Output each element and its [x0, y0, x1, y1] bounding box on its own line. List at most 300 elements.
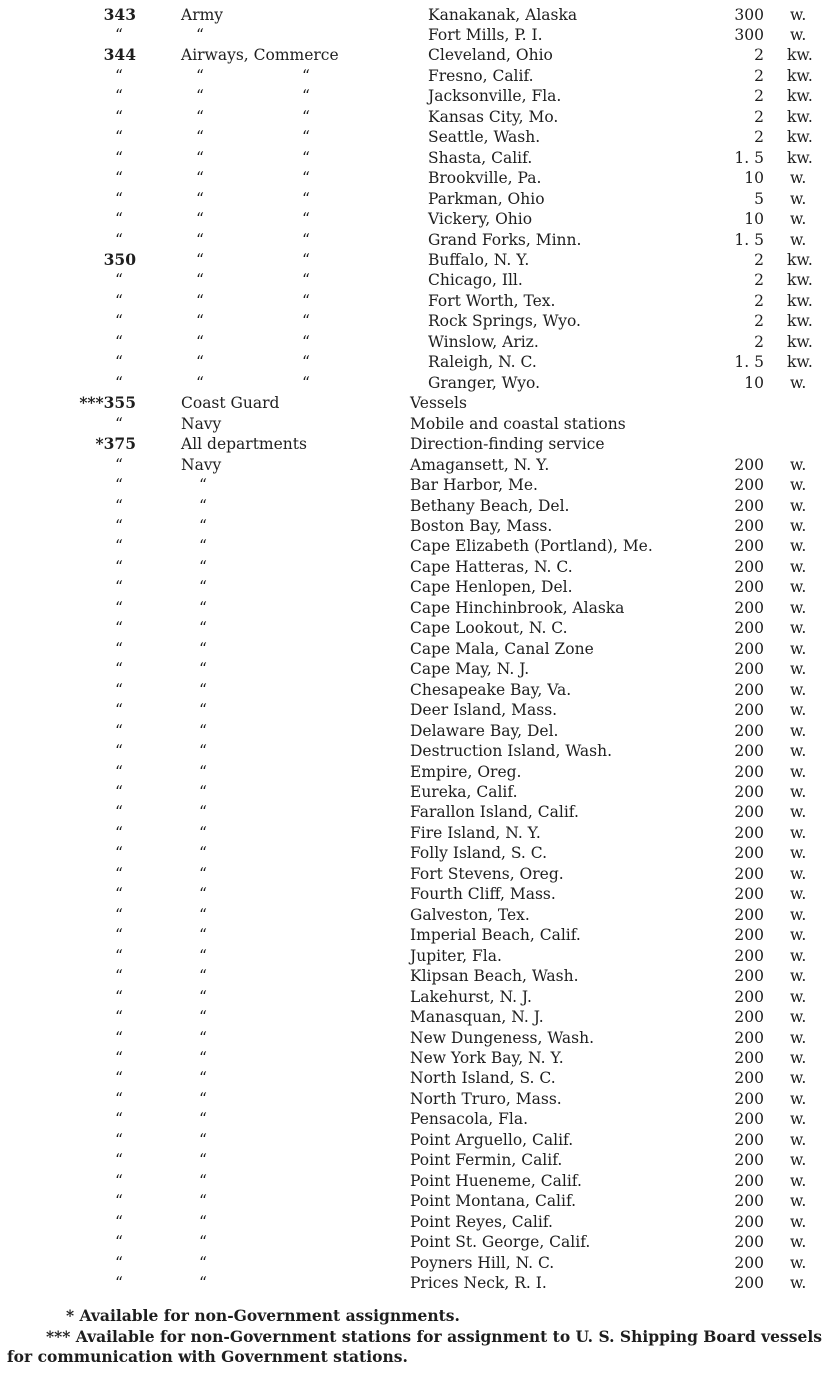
frequency-cell: “: [115, 107, 123, 126]
department-cell: “: [199, 967, 207, 986]
department-cell: “: [199, 1253, 207, 1272]
power-cell: 200: [734, 803, 764, 822]
frequency-cell: ***355: [79, 393, 136, 413]
power-unit-cell: w.: [790, 782, 807, 801]
department-cell: “: [199, 701, 207, 720]
table-row: [0, 618, 836, 639]
power-cell: 200: [734, 1008, 764, 1027]
location-cell: North Island, S. C.: [410, 1069, 556, 1088]
frequency-cell: “: [115, 66, 123, 85]
power-cell: 2: [754, 291, 764, 310]
power-cell: 200: [734, 598, 764, 617]
power-unit-cell: w.: [790, 1171, 807, 1190]
frequency-cell: “: [115, 864, 123, 883]
power-unit-cell: kw.: [787, 107, 813, 126]
frequency-cell: “: [115, 946, 123, 965]
power-unit-cell: w.: [790, 823, 807, 842]
frequency-cell: “: [115, 189, 123, 208]
department-cell: “: [199, 557, 207, 576]
frequency-cell: “: [115, 926, 123, 945]
power-cell: 200: [734, 1253, 764, 1272]
department-cell: “: [199, 1089, 207, 1108]
department-ditto-cell: “: [302, 148, 310, 167]
power-unit-cell: w.: [790, 557, 807, 576]
department-ditto-cell: “: [302, 107, 310, 126]
department-cell: “: [196, 148, 204, 167]
department-cell: “: [196, 230, 204, 249]
location-cell: Cape Elizabeth (Portland), Me.: [410, 537, 653, 556]
power-unit-cell: w.: [790, 455, 807, 474]
department-cell: “: [199, 598, 207, 617]
power-unit-cell: w.: [790, 1008, 807, 1027]
power-unit-cell: w.: [790, 1212, 807, 1231]
power-unit-cell: w.: [790, 373, 807, 392]
table-row: [0, 291, 836, 312]
power-unit-cell: w.: [790, 230, 807, 249]
frequency-cell: “: [115, 1028, 123, 1047]
table-row: [0, 1212, 836, 1233]
frequency-cell: “: [115, 1069, 123, 1088]
power-cell: 200: [734, 619, 764, 638]
power-cell: 200: [734, 1171, 764, 1190]
location-cell: Mobile and coastal stations: [410, 414, 626, 433]
location-cell: Direction-finding service: [410, 435, 605, 454]
table-row: [0, 1089, 836, 1110]
department-cell: “: [196, 291, 204, 310]
location-cell: Chesapeake Bay, Va.: [410, 680, 572, 699]
power-cell: 300: [734, 5, 764, 24]
power-unit-cell: w.: [790, 169, 807, 188]
table-row: [0, 311, 836, 332]
power-cell: 2: [754, 66, 764, 85]
power-unit-cell: w.: [790, 905, 807, 924]
power-cell: 200: [734, 844, 764, 863]
location-cell: Raleigh, N. C.: [428, 353, 537, 372]
power-cell: 200: [734, 537, 764, 556]
department-cell: “: [199, 1171, 207, 1190]
frequency-cell: “: [115, 967, 123, 986]
department-cell: Navy: [181, 455, 222, 474]
power-cell: 1. 5: [734, 353, 764, 372]
table-row: [0, 884, 836, 905]
department-cell: “: [196, 25, 204, 44]
table-row: [0, 1130, 836, 1151]
frequency-cell: “: [115, 823, 123, 842]
department-cell: “: [196, 210, 204, 229]
department-cell: “: [199, 1212, 207, 1231]
table-row: [0, 598, 836, 619]
department-cell: “: [199, 926, 207, 945]
department-cell: Coast Guard: [181, 394, 280, 413]
frequency-cell: 350: [103, 250, 136, 270]
department-cell: “: [196, 66, 204, 85]
table-row: [0, 1273, 836, 1294]
table-row: [0, 1191, 836, 1212]
power-unit-cell: kw.: [787, 87, 813, 106]
power-cell: 2: [754, 107, 764, 126]
table-row: [0, 1048, 836, 1069]
location-cell: Brookville, Pa.: [428, 169, 542, 188]
location-cell: Boston Bay, Mass.: [410, 517, 553, 535]
location-cell: Point Hueneme, Calif.: [410, 1171, 582, 1190]
frequency-cell: “: [115, 414, 123, 433]
power-unit-cell: w.: [790, 946, 807, 965]
location-cell: Cape May, N. J.: [410, 660, 530, 679]
frequency-cell: *375: [95, 434, 136, 454]
department-ditto-cell: “: [302, 210, 310, 229]
location-cell: Kanakanak, Alaska: [428, 5, 578, 24]
department-ditto-cell: “: [302, 189, 310, 208]
power-cell: 200: [734, 762, 764, 781]
department-cell: “: [199, 844, 207, 863]
department-cell: “: [196, 332, 204, 351]
location-cell: Amagansett, N. Y.: [410, 455, 550, 474]
power-cell: 2: [754, 128, 764, 147]
frequency-cell: “: [115, 578, 123, 597]
location-cell: Fort Mills, P. I.: [428, 25, 543, 44]
department-cell: “: [196, 271, 204, 290]
table-row: [0, 250, 836, 271]
department-cell: “: [199, 537, 207, 556]
location-cell: Fourth Cliff, Mass.: [410, 885, 556, 904]
department-ditto-cell: “: [302, 312, 310, 331]
department-cell: “: [199, 987, 207, 1006]
department-cell: “: [199, 864, 207, 883]
table-row: [0, 352, 836, 373]
frequency-cell: 344: [103, 45, 136, 65]
power-unit-cell: kw.: [787, 251, 813, 270]
location-cell: Fort Stevens, Oreg.: [410, 864, 564, 883]
table-row: [0, 1109, 836, 1130]
department-cell: “: [199, 1130, 207, 1149]
power-cell: 2: [754, 271, 764, 290]
frequency-cell: 343: [103, 4, 136, 24]
power-unit-cell: w.: [790, 476, 807, 495]
department-cell: “: [199, 823, 207, 842]
location-cell: Pensacola, Fla.: [410, 1110, 529, 1129]
frequency-cell: “: [115, 1008, 123, 1027]
power-cell: 10: [744, 169, 764, 188]
power-unit-cell: w.: [790, 1048, 807, 1067]
power-unit-cell: w.: [790, 844, 807, 863]
location-cell: Winslow, Ariz.: [428, 332, 539, 351]
table-row: [0, 1150, 836, 1171]
power-cell: 200: [734, 557, 764, 576]
table-row: [0, 496, 836, 517]
table-row: [0, 1232, 836, 1253]
footnote-single-asterisk: * Available for non-Government assignments.: [66, 1306, 460, 1325]
frequency-cell: “: [115, 271, 123, 290]
power-unit-cell: w.: [790, 496, 807, 515]
frequency-cell: “: [115, 169, 123, 188]
power-cell: 2: [754, 87, 764, 106]
location-cell: Rock Springs, Wyo.: [428, 312, 581, 331]
power-unit-cell: kw.: [787, 271, 813, 290]
table-row: [0, 209, 836, 230]
location-cell: Manasquan, N. J.: [410, 1008, 544, 1027]
power-cell: 200: [734, 782, 764, 801]
location-cell: Bethany Beach, Del.: [410, 496, 570, 515]
location-cell: Cape Hinchinbrook, Alaska: [410, 598, 625, 617]
frequency-cell: “: [115, 291, 123, 310]
location-cell: Fresno, Calif.: [428, 66, 534, 85]
location-cell: Granger, Wyo.: [428, 373, 541, 392]
power-cell: 200: [734, 1151, 764, 1170]
power-cell: 2: [754, 46, 764, 65]
department-cell: “: [199, 885, 207, 904]
table-row: [0, 802, 836, 823]
power-unit-cell: w.: [790, 1110, 807, 1129]
location-cell: Point St. George, Calif.: [410, 1233, 591, 1252]
department-cell: “: [199, 1110, 207, 1129]
location-cell: Jupiter, Fla.: [410, 946, 502, 965]
location-cell: Point Arguello, Calif.: [410, 1130, 574, 1149]
table-row: [0, 332, 836, 353]
power-unit-cell: w.: [790, 967, 807, 986]
power-cell: 200: [734, 721, 764, 740]
location-cell: Farallon Island, Calif.: [410, 803, 579, 822]
department-cell: “: [196, 169, 204, 188]
department-cell: “: [199, 680, 207, 699]
department-ditto-cell: “: [302, 251, 310, 270]
table-row: [0, 86, 836, 107]
department-cell: “: [199, 1192, 207, 1211]
table-row: [0, 843, 836, 864]
location-cell: Prices Neck, R. I.: [410, 1274, 547, 1293]
power-cell: 200: [734, 680, 764, 699]
frequency-cell: “: [115, 762, 123, 781]
frequency-cell: “: [115, 680, 123, 699]
power-unit-cell: w.: [790, 25, 807, 44]
location-cell: North Truro, Mass.: [410, 1089, 562, 1108]
frequency-cell: “: [115, 1171, 123, 1190]
table-row: [0, 25, 836, 46]
location-cell: Vessels: [410, 394, 467, 413]
frequency-cell: “: [115, 660, 123, 679]
table-row: [0, 864, 836, 885]
power-cell: 200: [734, 660, 764, 679]
frequency-cell: “: [115, 885, 123, 904]
table-row: [0, 966, 836, 987]
power-cell: 200: [734, 1212, 764, 1231]
table-row: [0, 127, 836, 148]
frequency-cell: “: [115, 619, 123, 638]
power-unit-cell: w.: [790, 1192, 807, 1211]
department-cell: “: [196, 312, 204, 331]
power-cell: 200: [734, 578, 764, 597]
location-cell: Point Reyes, Calif.: [410, 1212, 553, 1231]
table-row: [0, 741, 836, 762]
department-cell: “: [199, 517, 207, 535]
department-cell: “: [196, 107, 204, 126]
location-cell: Destruction Island, Wash.: [410, 742, 613, 761]
frequency-cell: “: [115, 455, 123, 474]
power-cell: 200: [734, 1089, 764, 1108]
power-unit-cell: kw.: [787, 46, 813, 65]
frequency-cell: “: [115, 742, 123, 761]
location-cell: Delaware Bay, Del.: [410, 721, 559, 740]
table-row: [0, 189, 836, 210]
table-row: [0, 905, 836, 926]
table-row: [0, 373, 836, 394]
power-unit-cell: w.: [790, 619, 807, 638]
table-row: [0, 762, 836, 783]
power-cell: 200: [734, 864, 764, 883]
department-cell: Airways, Commerce: [181, 46, 339, 65]
frequency-cell: “: [115, 1110, 123, 1129]
frequency-cell: “: [115, 87, 123, 106]
power-cell: 200: [734, 926, 764, 945]
power-unit-cell: kw.: [787, 128, 813, 147]
frequency-cell: “: [115, 1212, 123, 1231]
location-cell: Vickery, Ohio: [428, 210, 533, 229]
power-cell: 10: [744, 373, 764, 392]
location-cell: Poyners Hill, N. C.: [410, 1253, 555, 1272]
location-cell: Jacksonville, Fla.: [428, 87, 562, 106]
power-cell: 200: [734, 1028, 764, 1047]
frequency-cell: “: [115, 1192, 123, 1211]
table-row: [0, 434, 836, 455]
frequency-cell: “: [115, 25, 123, 44]
frequency-cell: “: [115, 987, 123, 1006]
frequency-cell: “: [115, 496, 123, 515]
location-cell: Empire, Oreg.: [410, 762, 522, 781]
frequency-cell: “: [115, 905, 123, 924]
table-row: [0, 1253, 836, 1274]
department-cell: “: [199, 1151, 207, 1170]
frequency-cell: “: [115, 148, 123, 167]
power-unit-cell: w.: [790, 517, 807, 535]
location-cell: Cape Hatteras, N. C.: [410, 557, 573, 576]
department-ditto-cell: “: [302, 230, 310, 249]
table-row: [0, 557, 836, 578]
frequency-cell: “: [115, 373, 123, 392]
power-cell: 2: [754, 312, 764, 331]
table-row: [0, 1028, 836, 1049]
power-cell: 1. 5: [734, 148, 764, 167]
location-cell: Chicago, Ill.: [428, 271, 523, 290]
frequency-cell: “: [115, 230, 123, 249]
power-cell: 200: [734, 496, 764, 515]
power-cell: 200: [734, 639, 764, 658]
power-unit-cell: w.: [790, 1253, 807, 1272]
department-ditto-cell: “: [302, 87, 310, 106]
department-ditto-cell: “: [302, 128, 310, 147]
power-cell: 200: [734, 517, 764, 535]
table-row: [0, 230, 836, 251]
power-cell: 2: [754, 251, 764, 270]
table-row: [0, 536, 836, 557]
frequency-cell: “: [115, 312, 123, 331]
power-unit-cell: w.: [790, 537, 807, 556]
table-row: [0, 270, 836, 291]
department-cell: “: [199, 721, 207, 740]
table-row: [0, 516, 836, 537]
location-cell: Shasta, Calif.: [428, 148, 533, 167]
department-cell: “: [199, 782, 207, 801]
power-unit-cell: w.: [790, 598, 807, 617]
table-row: [0, 1171, 836, 1192]
department-ditto-cell: “: [302, 373, 310, 392]
frequency-cell: “: [115, 517, 123, 535]
frequency-cell: “: [115, 844, 123, 863]
frequency-cell: “: [115, 332, 123, 351]
location-cell: Cape Mala, Canal Zone: [410, 639, 594, 658]
power-cell: 200: [734, 946, 764, 965]
table-row: [0, 946, 836, 967]
location-cell: Deer Island, Mass.: [410, 701, 558, 720]
power-unit-cell: kw.: [787, 332, 813, 351]
table-row: [0, 168, 836, 189]
department-ditto-cell: “: [302, 353, 310, 372]
footnote-triple-asterisk-line1: *** Available for non-Government stations for assignment to U. S. Shipping Board vessels: [46, 1326, 822, 1346]
power-unit-cell: w.: [790, 721, 807, 740]
location-cell: Point Montana, Calif.: [410, 1192, 577, 1211]
department-cell: “: [196, 373, 204, 392]
department-cell: “: [199, 1069, 207, 1088]
power-unit-cell: w.: [790, 742, 807, 761]
power-cell: 200: [734, 1048, 764, 1067]
power-cell: 2: [754, 332, 764, 351]
table-row: [0, 45, 836, 66]
department-cell: Navy: [181, 414, 222, 433]
table-row: [0, 823, 836, 844]
department-cell: Army: [181, 5, 224, 24]
department-cell: “: [199, 578, 207, 597]
power-unit-cell: w.: [790, 680, 807, 699]
power-unit-cell: w.: [790, 803, 807, 822]
power-unit-cell: w.: [790, 5, 807, 24]
frequency-cell: “: [115, 598, 123, 617]
location-cell: Cape Henlopen, Del.: [410, 578, 573, 597]
location-cell: Lakehurst, N. J.: [410, 987, 532, 1006]
department-ditto-cell: “: [302, 169, 310, 188]
table-row: [0, 700, 836, 721]
table-row: [0, 1068, 836, 1089]
footnote-triple-asterisk-line2: for communication with Government stations.: [7, 1347, 408, 1366]
power-cell: 200: [734, 701, 764, 720]
department-cell: “: [196, 87, 204, 106]
power-cell: 200: [734, 967, 764, 986]
location-cell: Fort Worth, Tex.: [428, 291, 556, 310]
department-cell: “: [199, 1274, 207, 1293]
frequency-cell: “: [115, 1274, 123, 1293]
power-unit-cell: w.: [790, 1274, 807, 1293]
table-row: [0, 680, 836, 701]
table-row: [0, 107, 836, 128]
power-unit-cell: w.: [790, 1233, 807, 1252]
department-cell: “: [199, 946, 207, 965]
department-cell: “: [199, 639, 207, 658]
frequency-cell: “: [115, 701, 123, 720]
power-cell: 200: [734, 742, 764, 761]
power-cell: 200: [734, 1274, 764, 1293]
department-cell: “: [196, 128, 204, 147]
location-cell: Fire Island, N. Y.: [410, 823, 541, 842]
power-unit-cell: w.: [790, 885, 807, 904]
power-cell: 200: [734, 455, 764, 474]
department-cell: “: [199, 476, 207, 495]
department-cell: “: [196, 251, 204, 270]
location-cell: Galveston, Tex.: [410, 905, 530, 924]
table-row: [0, 577, 836, 598]
department-cell: “: [199, 1233, 207, 1252]
department-cell: “: [196, 353, 204, 372]
location-cell: Grand Forks, Minn.: [428, 230, 582, 249]
power-unit-cell: w.: [790, 1028, 807, 1047]
power-cell: 200: [734, 905, 764, 924]
power-cell: 300: [734, 25, 764, 44]
